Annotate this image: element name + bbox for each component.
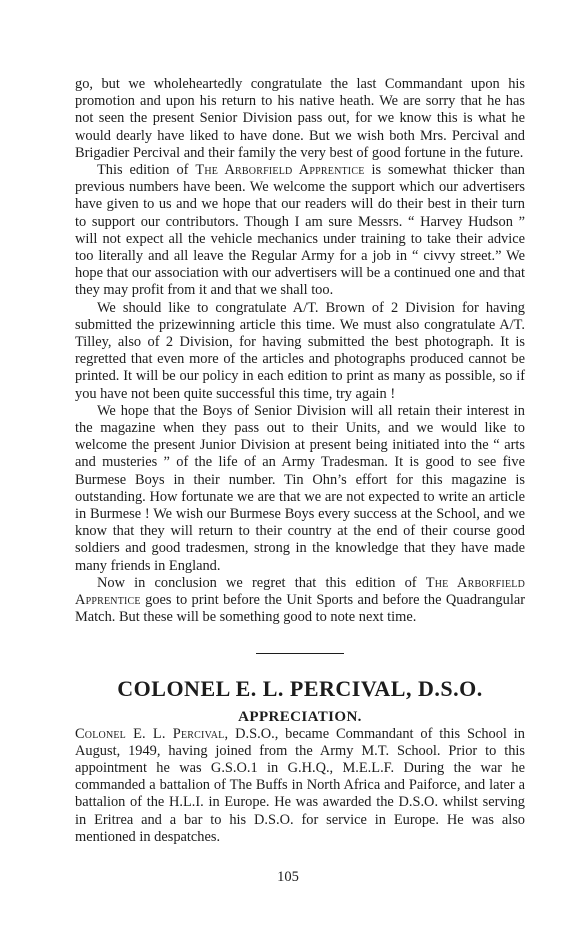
article-heading: COLONEL E. L. PERCIVAL, D.S.O. [117,675,483,701]
paragraph-divisions: We hope that the Boys of Senior Division will all retain their interest in the magazine when they pass out to their Units, and we would like to welcome the present Junior Division at present being initiated into the “ arts and musteries ” of the life of an Army Tradesman. It is good to see five Burmese Boys in their number. Tin Ohn’s effort for this magazine is outstanding. How fortunate we are that we are not expected to write an article in Burmese ! We wish our Burmese Boys every success at the School, and we know that they will return to their country at the end of their course good soldiers and good tradesmen, strong in the knowledge that they have made many friends in England. [75,402,525,574]
page-body [75,76,525,846]
paragraph-continuation: go, but we wholeheartedly congratulate the last Commandant upon his promotion and upon his return to his native heath. We are sorry that he has not seen the present Senior Division pass out, for we know this is what he would dearly have liked to have done. But we wish both Mrs. Percival and Brigadier Percival and their family the very best of good fortune in the future. [75,76,525,161]
appreciation-text: D.S.O., became Commandant of this School in August, 1949, having joined from the Army M.T. School. Prior to this appointment he was G.S.O.1 in G.H.Q., M.E.L.F. During the war he commanded a battalion of The Buffs in North Africa and Paiforce, and later a battalion of the H.L.I. in Europe. He was awarded the D.S.O. whilst serving in Eritrea and a bar to his D.S.O. for service in Europe. He was also mentioned in despatches. [75,725,525,845]
magazine-title: The Arborfield Apprentice [195,162,365,179]
paragraph-edition-lead: This edition of [97,162,196,179]
appreciation-name: Colonel E. L. Percival, [75,725,229,742]
paragraph-conclusion-lead: Now in conclusion we regret that this edition of [97,574,426,591]
paragraph-conclusion-rest: goes to print before the Unit Sports and before the Quadrangular Match. But these will be something good to note next time. [75,592,525,626]
magazine-title: The Arborfield Apprentice [75,574,525,609]
paragraph-appreciation [75,726,525,846]
paragraph-conclusion [75,575,525,627]
paragraph-edition [75,162,525,300]
section-divider [256,653,344,654]
paragraph-edition-rest: is somewhat thicker than previous numbers have been. We welcome the support which our advertisers have given to us and we hope that our readers will do their best in their turn to support our contributors. Though I am sure Messrs. “ Harvey Hudson ” will not expect all the vehicle mechanics under training to take their advice too literally and all leave the Regular Army for a job in “ civvy street.” We hope that our association with our advertisers will be a continued one and that they may profit from it and that we shall too. [75,162,525,299]
paragraph-congratulations: We should like to congratulate A/T. Brown of 2 Division for having submitted the prizewinning article this time. We must also congratulate A/T. Tilley, also of 2 Division, for having submitted the best photograph. It is regretted that even more of the articles and photographs produced cannot be printed. It will be our policy in each edition to print as many as possible, so if you have not been quite successful this time, try again ! [75,299,525,402]
article-subheading: APPRECIATION. [238,708,362,725]
page-number: 105 [277,869,299,885]
